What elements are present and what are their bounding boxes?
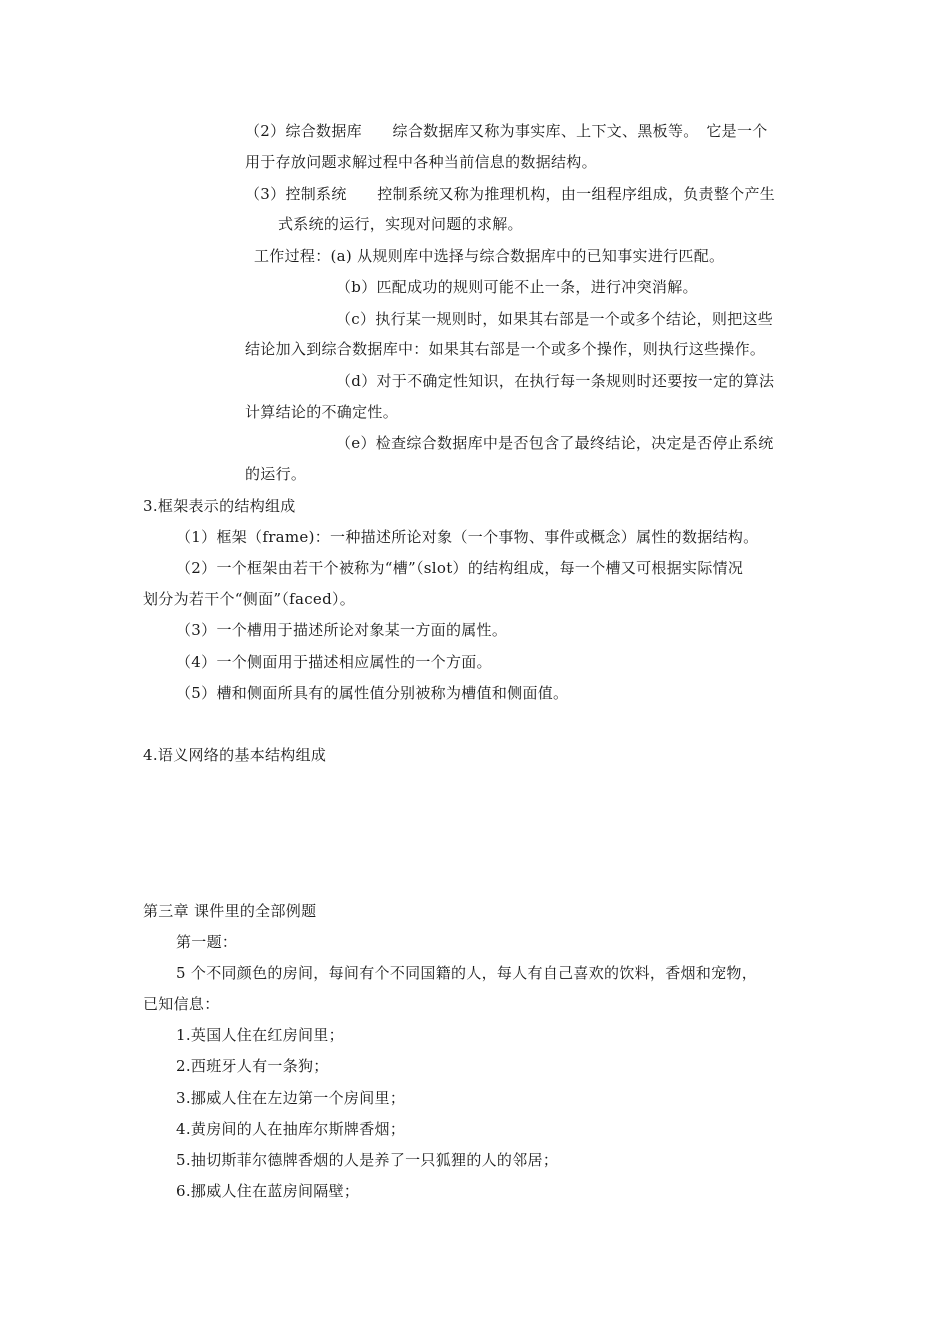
section-heading: 3.框架表示的结构组成 — [143, 497, 296, 515]
text-line: （d）对于不确定性知识，在执行每一条规则时还要按一定的算法 — [336, 372, 775, 390]
text-line: （4）一个侧面用于描述相应属性的一个方面。 — [176, 653, 492, 671]
list-item: 1.英国人住在红房间里； — [176, 1026, 344, 1044]
chapter-heading: 第三章 课件里的全部例题 — [143, 902, 317, 920]
text-line: 式系统的运行，实现对问题的求解。 — [278, 215, 523, 233]
text-line: 已知信息： — [143, 995, 220, 1013]
text-line: 5 个不同颜色的房间，每间有个不同国籍的人，每人有自己喜欢的饮料，香烟和宠物， — [176, 964, 758, 982]
text-line: （b）匹配成功的规则可能不止一条，进行冲突消解。 — [336, 278, 698, 296]
list-item: 5.抽切斯菲尔德牌香烟的人是养了一只狐狸的人的邻居； — [176, 1151, 559, 1169]
list-item: 4.黄房间的人在抽库尔斯牌香烟； — [176, 1120, 406, 1138]
text-line: 用于存放问题求解过程中各种当前信息的数据结构。 — [245, 153, 597, 171]
text-line: （e）检查综合数据库中是否包含了最终结论，决定是否停止系统 — [336, 434, 774, 452]
list-item: 3.挪威人住在左边第一个房间里； — [176, 1089, 406, 1107]
list-item: 6.挪威人住在蓝房间隔壁； — [176, 1182, 360, 1200]
text-line: （3）一个槽用于描述所论对象某一方面的属性。 — [176, 621, 508, 639]
text-line: （2）综合数据库 综合数据库又称为事实库、上下文、黑板等。 它是一个 — [245, 122, 768, 140]
text-line: （2）一个框架由若干个被称为“槽”（slot）的结构组成，每一个槽又可根据实际情况 — [176, 559, 744, 577]
text-line: 的运行。 — [245, 465, 307, 483]
text-line: 第一题： — [176, 933, 238, 951]
text-line: （c）执行某一规则时，如果其右部是一个或多个结论，则把这些 — [336, 310, 774, 328]
text-line: （5）槽和侧面所具有的属性值分别被称为槽值和侧面值。 — [176, 684, 569, 702]
list-item: 2.西班牙人有一条狗； — [176, 1057, 329, 1075]
text-line: 划分为若干个“侧面”（faced）。 — [143, 590, 356, 608]
text-line: （3）控制系统 控制系统又称为推理机构，由一组程序组成，负责整个产生 — [245, 185, 776, 203]
text-line: 结论加入到综合数据库中：如果其右部是一个或多个操作，则执行这些操作。 — [245, 340, 766, 358]
text-line: （1）框架（frame)：一种描述所论对象（一个事物、事件或概念）属性的数据结构。 — [176, 528, 759, 546]
text-line: 计算结论的不确定性。 — [245, 403, 399, 421]
section-heading: 4.语义网络的基本结构组成 — [143, 746, 327, 764]
text-line: 工作过程：(a) 从规则库中选择与综合数据库中的已知事实进行匹配。 — [254, 247, 725, 265]
